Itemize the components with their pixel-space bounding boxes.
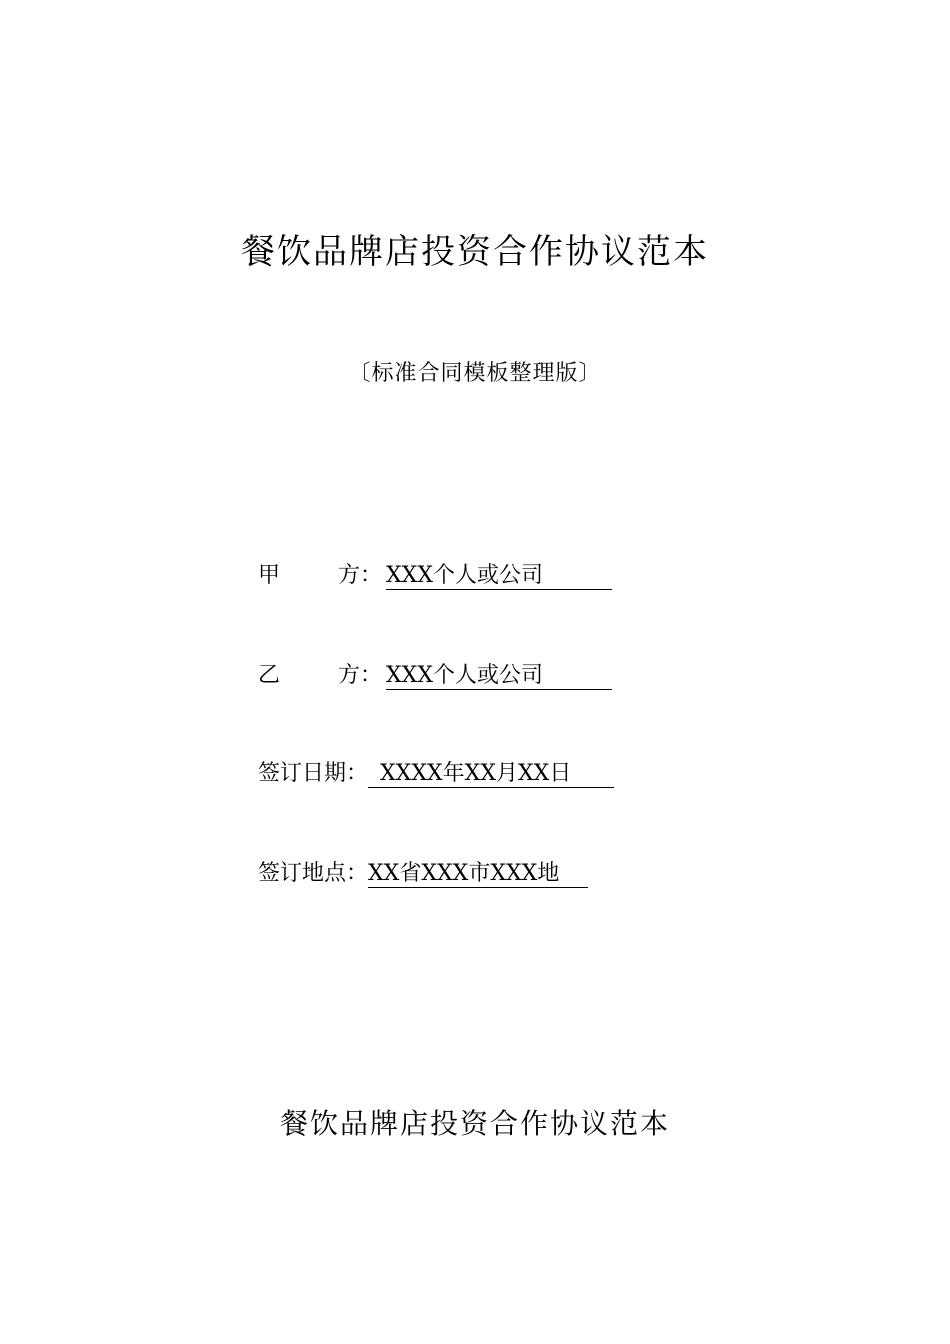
signing-place-field	[258, 858, 588, 890]
party-b-label	[258, 660, 386, 692]
party-b-label-suffix: 方：	[338, 663, 383, 688]
party-b-label-char: 乙	[258, 663, 281, 688]
signing-place-label: 签订地点：	[258, 861, 369, 886]
signing-date-label: 签订日期：	[258, 761, 369, 786]
footer-title: 餐饮品牌店投资合作协议范本	[279, 1107, 670, 1140]
party-a-label-char: 甲	[258, 563, 281, 588]
document-title: 餐饮品牌店投资合作协议范本	[241, 232, 709, 272]
signing-date-value: XXXX年XX月XX日	[368, 761, 614, 788]
party-b-value: XXX个人或公司	[386, 663, 612, 690]
document-subtitle: 〔标准合同模板整理版〕	[348, 361, 602, 386]
party-b-field	[258, 660, 612, 692]
party-a-value: XXX个人或公司	[386, 563, 612, 590]
party-a-label	[258, 560, 386, 592]
party-a-label-suffix: 方：	[338, 563, 383, 588]
party-a-field	[258, 560, 612, 592]
signing-place-value: XX省XXX市XXX地	[368, 861, 588, 888]
signing-date-field	[258, 758, 614, 790]
